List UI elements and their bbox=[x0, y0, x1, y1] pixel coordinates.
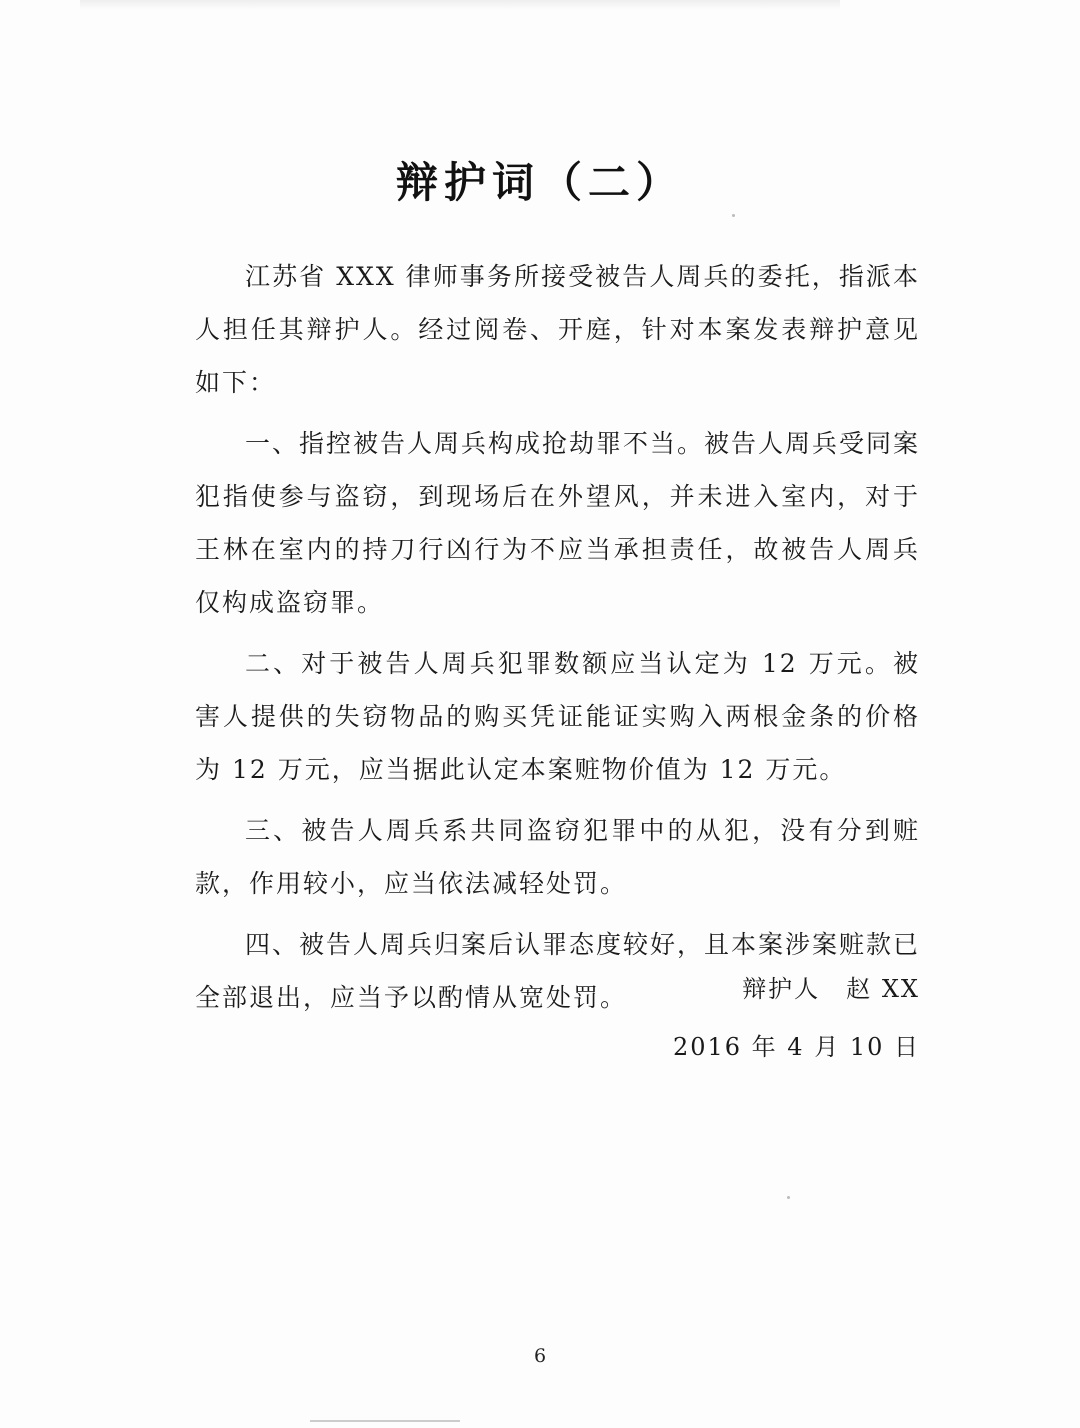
defense-point-1: 一、指控被告人周兵构成抢劫罪不当。被告人周兵受同案犯指使参与盗窃，到现场后在外望风，并未进入室内，对于王林在室内的持刀行凶行为不应当承担责任，故被告人周兵仅构成盗窃罪。 bbox=[195, 429, 921, 617]
document-title: 辩护词（二） bbox=[395, 158, 684, 207]
scan-speck bbox=[787, 1196, 790, 1199]
signature-name: 辩护人 赵 XX bbox=[742, 975, 920, 1003]
page-number: 6 bbox=[533, 1345, 547, 1367]
scan-speck bbox=[732, 214, 735, 217]
document-body bbox=[195, 250, 920, 1024]
signature-date: 2016 年 4 月 10 日 bbox=[672, 1033, 920, 1061]
scan-edge-line bbox=[310, 1420, 460, 1422]
defense-point-4: 四、被告人周兵归案后认罪态度较好，且本案涉案赃款已全部退出，应当予以酌情从宽处罚。 bbox=[195, 930, 921, 1012]
scan-edge-shadow bbox=[80, 0, 840, 10]
intro-paragraph: 江苏省 XXX 律师事务所接受被告人周兵的委托，指派本人担任其辩护人。经过阅卷、开庭，针对本案发表辩护意见如下： bbox=[195, 262, 920, 397]
signature-block bbox=[673, 960, 920, 1076]
defense-point-2: 二、对于被告人周兵犯罪数额应当认定为 12 万元。被害人提供的失窃物品的购买凭证能证实购入两根金条的价格为 12 万元，应当据此认定本案赃物价值为 12 万元。 bbox=[195, 649, 920, 784]
defense-point-3: 三、被告人周兵系共同盗窃犯罪中的从犯，没有分到赃款，作用较小，应当依法减轻处罚。 bbox=[195, 816, 920, 898]
